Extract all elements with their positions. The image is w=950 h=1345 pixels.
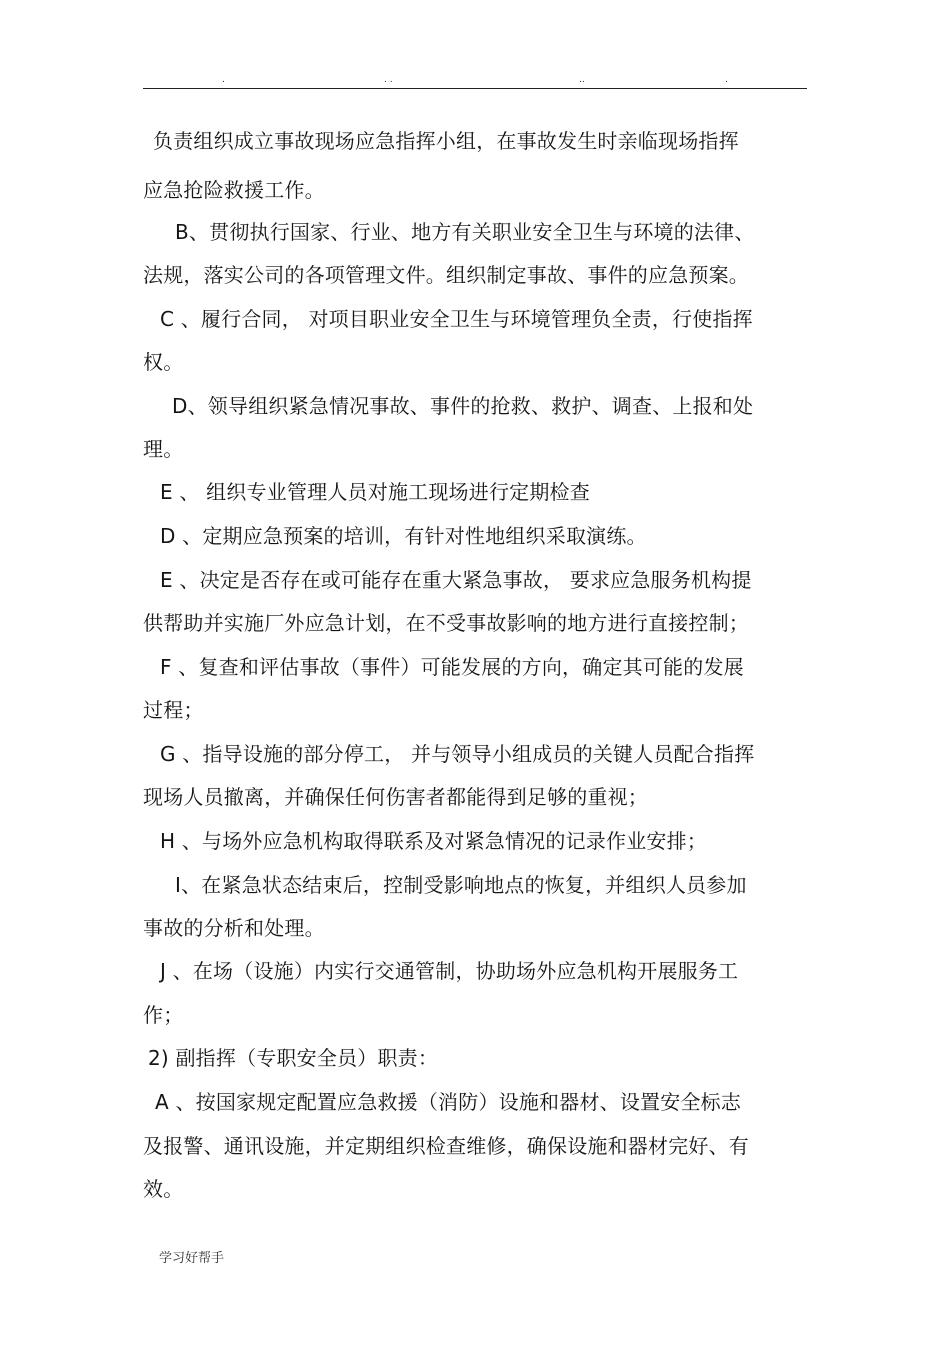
text-line: E 、决定是否存在或可能存在重大紧急事故， 要求应急服务机构提 <box>160 568 752 592</box>
text-line: J 、在场（设施）内实行交通管制，协助场外应急机构开展服务工 <box>160 959 739 983</box>
text-line: 作； <box>143 1003 184 1027</box>
text-line: 现场人员撤离，并确保任何伤害者都能得到足够的重视； <box>143 785 648 809</box>
text-line: D 、定期应急预案的培训，有针对性地组织采取演练。 <box>160 524 647 548</box>
text-line: 应急抢险救援工作。 <box>143 178 325 202</box>
text-line: 法规，落实公司的各项管理文件。组织制定事故、事件的应急预案。 <box>143 263 749 287</box>
header-mark: . <box>222 75 225 85</box>
footer-text: 学习好帮手 <box>159 1251 225 1266</box>
text-line: 权。 <box>143 350 184 374</box>
text-line: C 、履行合同， 对项目职业安全卫生与环境管理负全责，行使指挥 <box>160 307 753 331</box>
header-rule <box>143 88 807 89</box>
text-line: A 、按国家规定配置应急救援（消防）设施和器材、设置安全标志 <box>155 1090 742 1114</box>
text-line: 事故的分析和处理。 <box>143 916 325 940</box>
text-line: 过程； <box>143 698 204 722</box>
text-line: F 、复查和评估事故（事件）可能发展的方向，确定其可能的发展 <box>160 655 744 679</box>
text-line: 效。 <box>143 1177 184 1201</box>
text-line: 负责组织成立事故现场应急指挥小组，在事故发生时亲临现场指挥 <box>153 129 739 153</box>
header-mark: . <box>725 75 728 85</box>
text-line: G 、指导设施的部分停工， 并与领导小组成员的关键人员配合指挥 <box>160 742 755 766</box>
text-line: H 、与场外应急机构取得联系及对紧急情况的记录作业安排； <box>160 829 707 853</box>
text-line: B、贯彻执行国家、行业、地方有关职业安全卫生与环境的法律、 <box>175 220 755 244</box>
section-heading: 2) 副指挥（专职安全员）职责： <box>148 1046 439 1070</box>
text-line: E 、 组织专业管理人员对施工现场进行定期检查 <box>160 480 590 504</box>
header-mark: . . <box>384 75 393 85</box>
text-line: I、在紧急状态结束后，控制受影响地点的恢复，并组织人员参加 <box>175 873 747 897</box>
header-mark: .. <box>579 75 585 85</box>
header-marks <box>0 74 950 86</box>
text-line: 供帮助并实施厂外应急计划，在不受事故影响的地方进行直接控制； <box>143 611 749 635</box>
text-line: D、领导组织紧急情况事故、事件的抢救、救护、调查、上报和处 <box>172 394 754 418</box>
text-line: 理。 <box>143 437 184 461</box>
text-line: 及报警、通讯设施，并定期组织检查维修，确保设施和器材完好、有 <box>143 1134 749 1158</box>
